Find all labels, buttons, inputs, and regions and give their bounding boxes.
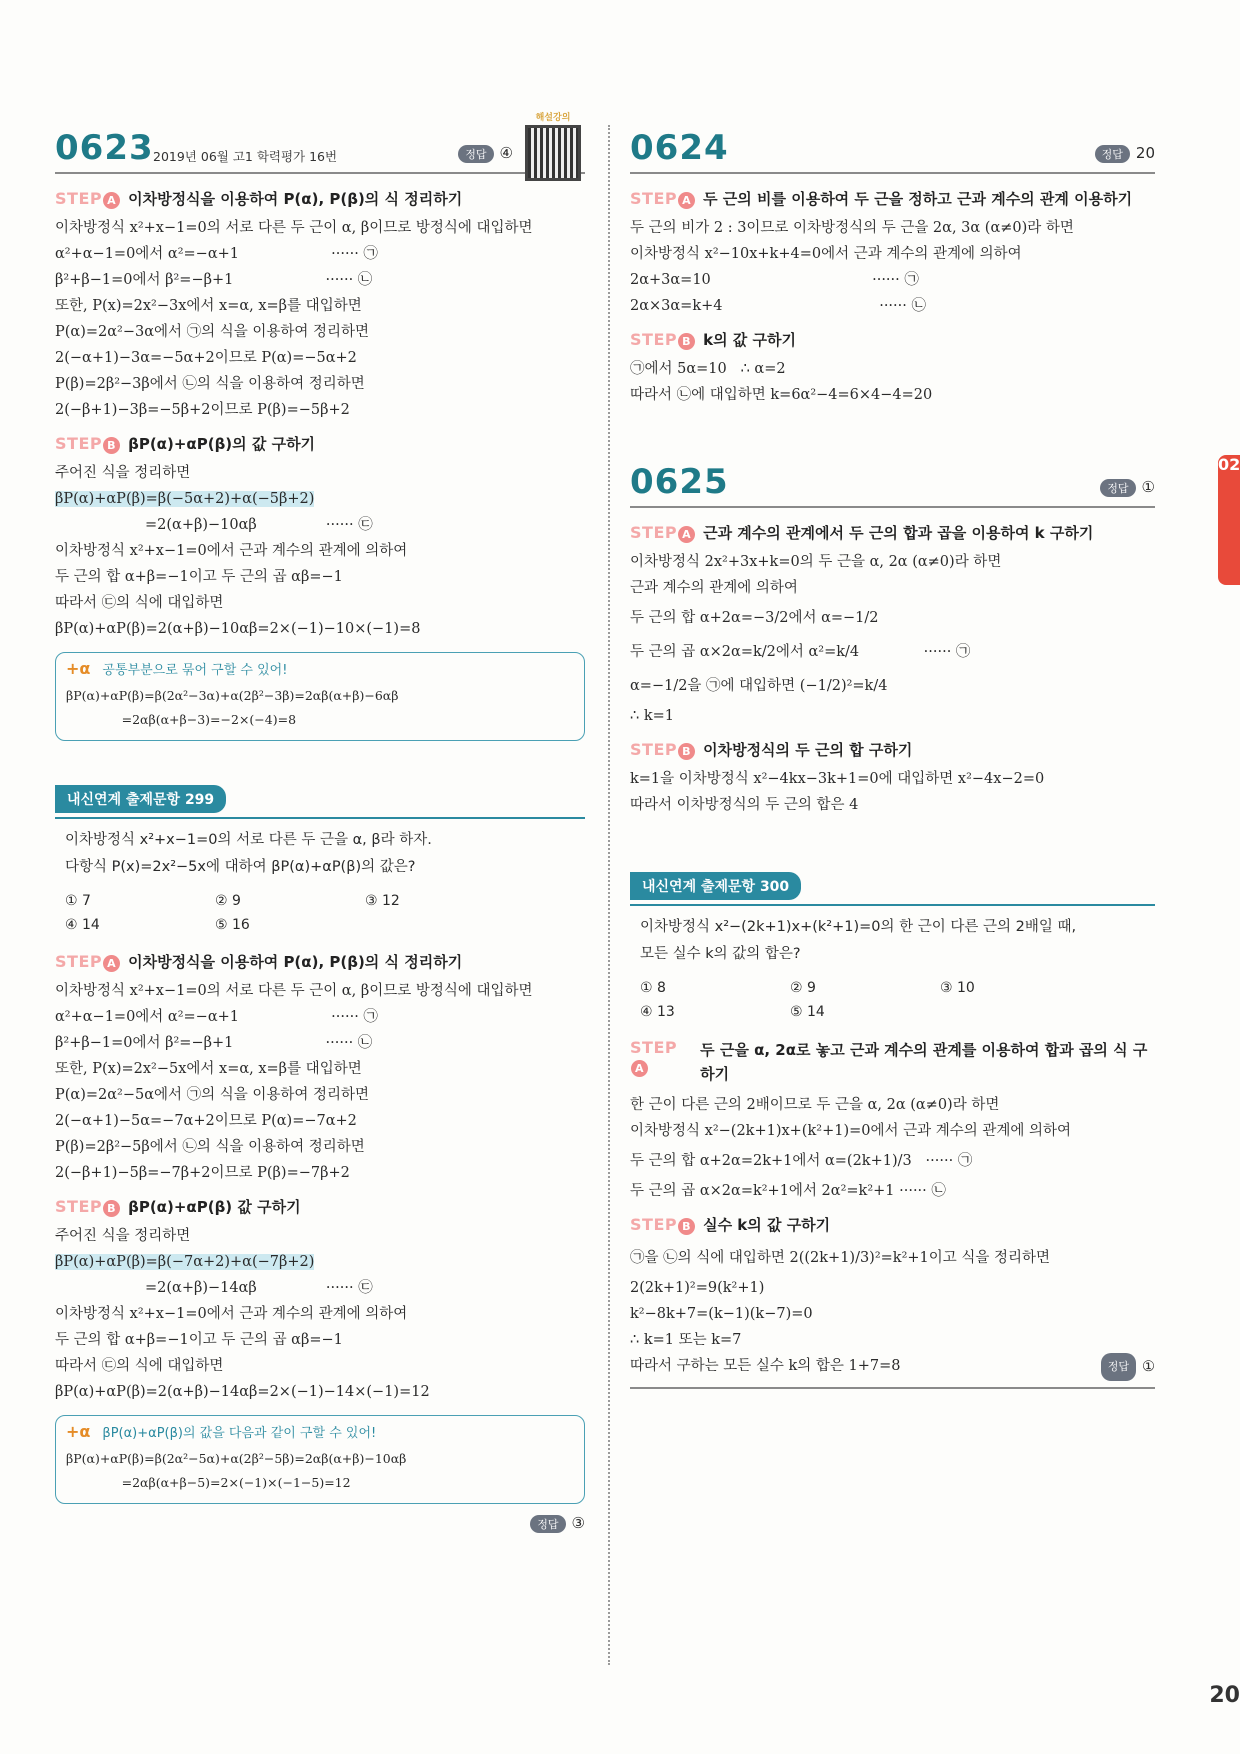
question-line: 이차방정식 x²+x−1=0의 서로 다른 두 근을 α, β라 하자. bbox=[65, 832, 432, 848]
solution-line: 두 근의 합 α+2α=−3/2에서 α=−1/2 bbox=[630, 610, 879, 626]
tip-line: =2αβ(α+β−5)=2×(−1)×(−1−5)=12 bbox=[66, 1475, 351, 1490]
step-title: 두 근을 α, 2α로 놓고 근과 계수의 관계를 이용하여 합과 곱의 식 구하기 bbox=[700, 1041, 1148, 1083]
solution-line: 따라서 구하는 모든 실수 k의 합은 1+7=8 정답 ① bbox=[630, 1353, 1155, 1389]
step-a-heading bbox=[630, 188, 1155, 209]
step-a-heading bbox=[55, 951, 585, 972]
step-a-heading bbox=[630, 1038, 1155, 1086]
highlighted-equation: βP(α)+αP(β)=β(−5α+2)+α(−5β+2) bbox=[55, 491, 315, 507]
column-divider bbox=[608, 125, 610, 1665]
solution-line: β²+β−1=0에서 β²=−β+1 ······ ㉡ bbox=[55, 272, 373, 288]
step-title: βP(α)+αP(β)의 값 구하기 bbox=[128, 435, 316, 453]
solution-line: 두 근의 곱 α×2α=k/2에서 α²=k/4 ······ ㉠ bbox=[630, 644, 971, 660]
solution-line: 이차방정식 x²+x−1=0에서 근과 계수의 관계에 의하여 bbox=[55, 543, 408, 559]
choice[interactable]: ③ 10 bbox=[940, 980, 975, 996]
solution-line: ㉠을 ㉡의 식에 대입하면 2((2k+1)/3)²=k²+1이고 식을 정리하면 bbox=[630, 1250, 1051, 1266]
solution-line: 두 근의 합 α+β=−1이고 두 근의 곱 αβ=−1 bbox=[55, 1332, 343, 1348]
step-title: 두 근의 비를 이용하여 두 근을 정하고 근과 계수의 관계 이용하기 bbox=[703, 190, 1133, 208]
plus-alpha-icon: +α bbox=[66, 659, 91, 678]
step-tag: STEP A bbox=[630, 189, 695, 209]
solution-line: 2α×3α=k+4 ······ ㉡ bbox=[630, 298, 926, 314]
solution-line: P(β)=2β²−5β에서 ㉡의 식을 이용하여 정리하면 bbox=[55, 1139, 365, 1155]
solution-line: ∴ k=1 또는 k=7 bbox=[630, 1332, 742, 1348]
solution-line: α²+α−1=0에서 α²=−α+1 ······ ㉠ bbox=[55, 1009, 378, 1025]
answer-choices bbox=[630, 976, 1155, 1024]
solution-line: 주어진 식을 정리하면 bbox=[55, 465, 191, 481]
question-line: 모든 실수 k의 값의 합은? bbox=[640, 946, 801, 962]
solution-line: α²+α−1=0에서 α²=−α+1 ······ ㉠ bbox=[55, 246, 378, 262]
solution-line: βP(α)+αP(β)=2(α+β)−14αβ=2×(−1)−14×(−1)=12 bbox=[55, 1384, 430, 1400]
tip-title: +α 공통부분으로 묶어 구할 수 있어! bbox=[66, 659, 288, 678]
solution-line: 따라서 ㉢의 식에 대입하면 bbox=[55, 595, 224, 611]
solution-line: 또한, P(x)=2x²−3x에서 x=α, x=β를 대입하면 bbox=[55, 298, 362, 314]
solution-line: 따라서 ㉡에 대입하면 k=6α²−4=6×4−4=20 bbox=[630, 387, 933, 403]
exam-tag: 내신연계 출제문항 299 bbox=[55, 785, 226, 813]
page-number: 20 bbox=[1209, 1683, 1240, 1708]
solution-line: 한 근이 다른 근의 2배이므로 두 근을 α, 2α (α≠0)라 하면 bbox=[630, 1097, 1000, 1113]
step-tag: STEP B bbox=[55, 1197, 120, 1217]
tip-line: =2αβ(α+β−3)=−2×(−4)=8 bbox=[66, 712, 297, 727]
step-a-heading bbox=[55, 188, 585, 209]
tip-box bbox=[55, 652, 585, 741]
step-tag: STEPA bbox=[630, 1038, 678, 1075]
step-tag: STEP A bbox=[630, 523, 695, 543]
step-tag: STEP A bbox=[55, 952, 120, 972]
step-b-solution bbox=[55, 460, 585, 642]
left-column bbox=[55, 110, 585, 1533]
solution-line: 근과 계수의 관계에 의하여 bbox=[630, 580, 798, 596]
exam-299-step-b-solution bbox=[55, 1223, 585, 1405]
problem-number: 0623 bbox=[55, 128, 154, 168]
answer-badge: 정답 20 bbox=[1095, 144, 1155, 163]
solution-line: 두 근의 합 α+β=−1이고 두 근의 곱 αβ=−1 bbox=[55, 569, 343, 585]
highlighted-equation: βP(α)+αP(β)=β(−7α+2)+α(−7β+2) bbox=[55, 1254, 315, 1270]
solution-line: 2α+3α=10 ······ ㉠ bbox=[630, 272, 919, 288]
step-title: 실수 k의 값 구하기 bbox=[703, 1216, 831, 1234]
exam-299-header bbox=[55, 777, 585, 819]
qr-code-icon bbox=[525, 125, 581, 181]
problem-0623-header bbox=[55, 110, 585, 174]
solution-line: 이차방정식 x²+x−1=0의 서로 다른 두 근이 α, β이므로 방정식에 대입하면 bbox=[55, 983, 533, 999]
solution-line: k²−8k+7=(k−1)(k−7)=0 bbox=[630, 1306, 813, 1322]
choice[interactable]: ④ 13 bbox=[640, 1004, 675, 1020]
step-title: 이차방정식을 이용하여 P(α), P(β)의 식 정리하기 bbox=[128, 190, 463, 208]
choice[interactable]: ① 7 bbox=[65, 893, 91, 909]
tip-box bbox=[55, 1415, 585, 1504]
right-column bbox=[630, 110, 1155, 1389]
solution-line: ㉠에서 5α=10 ∴ α=2 bbox=[630, 361, 786, 377]
solution-line: 또한, P(x)=2x²−5x에서 x=α, x=β를 대입하면 bbox=[55, 1061, 362, 1077]
chapter-tab[interactable]: 02 bbox=[1218, 455, 1240, 585]
solution-line: P(α)=2α²−5α에서 ㉠의 식을 이용하여 정리하면 bbox=[55, 1087, 370, 1103]
answer-badge: 정답 ④ bbox=[458, 144, 513, 163]
solution-line: 이차방정식 x²+x−1=0에서 근과 계수의 관계에 의하여 bbox=[55, 1306, 408, 1322]
qr-label: 해설강의 bbox=[535, 113, 571, 123]
choice[interactable]: ④ 14 bbox=[65, 917, 100, 933]
answer-badge: 정답 ① bbox=[1101, 1353, 1155, 1381]
problem-0625-header bbox=[630, 444, 1155, 508]
step-b-heading bbox=[55, 1196, 585, 1217]
exam-tag: 내신연계 출제문항 300 bbox=[630, 872, 801, 900]
choice[interactable]: ③ 12 bbox=[365, 893, 400, 909]
qr-code[interactable] bbox=[521, 110, 585, 190]
step-tag: STEP B bbox=[630, 330, 695, 350]
step-tag: STEP B bbox=[630, 1215, 695, 1235]
choice[interactable]: ① 8 bbox=[640, 980, 666, 996]
step-title: βP(α)+αP(β) 값 구하기 bbox=[128, 1198, 301, 1216]
plus-alpha-icon: +α bbox=[66, 1422, 91, 1441]
answer-choices bbox=[55, 889, 585, 937]
step-a-solution bbox=[55, 215, 585, 423]
solution-line: 이차방정식 x²−(2k+1)x+(k²+1)=0에서 근과 계수의 관계에 의하여 bbox=[630, 1123, 1071, 1139]
step-b-heading bbox=[630, 1214, 1155, 1235]
solution-line: ∴ k=1 bbox=[630, 708, 674, 724]
choice[interactable]: ⑤ 16 bbox=[215, 917, 250, 933]
solution-line: α=−1/2을 ㉠에 대입하면 (−1/2)²=k/4 bbox=[630, 678, 888, 694]
question-line: 다항식 P(x)=2x²−5x에 대하여 βP(α)+αP(β)의 값은? bbox=[65, 859, 416, 875]
problem-source: 2019년 06월 고1 학력평가 16번 bbox=[153, 149, 338, 164]
exam-299-step-a-solution bbox=[55, 978, 585, 1186]
problem-0624-header bbox=[630, 110, 1155, 174]
solution-line: 두 근의 곱 α×2α=k²+1에서 2α²=k²+1 ······ ㉡ bbox=[630, 1183, 946, 1199]
tip-line: βP(α)+αP(β)=β(2α²−3α)+α(2β²−3β)=2αβ(α+β)−6αβ bbox=[66, 688, 399, 703]
step-title: k의 값 구하기 bbox=[703, 331, 796, 349]
step-title: 이차방정식의 두 근의 합 구하기 bbox=[703, 741, 913, 759]
step-tag: STEP A bbox=[55, 189, 120, 209]
solution-line: 따라서 이차방정식의 두 근의 합은 4 bbox=[630, 797, 859, 813]
choice[interactable]: ② 9 bbox=[790, 980, 816, 996]
solution-line: 이차방정식 x²+x−1=0의 서로 다른 두 근이 α, β이므로 방정식에 대입하면 bbox=[55, 220, 533, 236]
solution-line: P(α)=2α²−3α에서 ㉠의 식을 이용하여 정리하면 bbox=[55, 324, 370, 340]
step-title: 근과 계수의 관계에서 두 근의 합과 곱을 이용하여 k 구하기 bbox=[703, 524, 1094, 542]
tip-title: +α βP(α)+αP(β)의 값을 다음과 같이 구할 수 있어! bbox=[66, 1422, 377, 1441]
question-line: 이차방정식 x²−(2k+1)x+(k²+1)=0의 한 근이 다른 근의 2배일 때, bbox=[640, 919, 1077, 935]
step-a-heading bbox=[630, 522, 1155, 543]
step-b-heading bbox=[630, 329, 1155, 350]
solution-line: 이차방정식 2x²+3x+k=0의 두 근을 α, 2α (α≠0)라 하면 bbox=[630, 554, 1002, 570]
step-tag: STEP B bbox=[630, 740, 695, 760]
solution-line: 2(−α+1)−3α=−5α+2이므로 P(α)=−5α+2 bbox=[55, 350, 357, 366]
tip-line: βP(α)+αP(β)=β(2α²−5α)+α(2β²−5β)=2αβ(α+β)−10αβ bbox=[66, 1451, 407, 1466]
problem-number: 0624 bbox=[630, 128, 729, 168]
solution-line: β²+β−1=0에서 β²=−β+1 ······ ㉡ bbox=[55, 1035, 373, 1051]
solution-line: βP(α)+αP(β)=2(α+β)−10αβ=2×(−1)−10×(−1)=8 bbox=[55, 621, 421, 637]
solution-line: 주어진 식을 정리하면 bbox=[55, 1228, 191, 1244]
step-title: 이차방정식을 이용하여 P(α), P(β)의 식 정리하기 bbox=[128, 953, 463, 971]
exam-300-header bbox=[630, 864, 1155, 906]
solution-line: 이차방정식 x²−10x+k+4=0에서 근과 계수의 관계에 의하여 bbox=[630, 246, 1022, 262]
solution-line: 2(−α+1)−5α=−7α+2이므로 P(α)=−7α+2 bbox=[55, 1113, 357, 1129]
solution-line: 두 근의 비가 2 : 3이므로 이차방정식의 두 근을 2α, 3α (α≠0)라 하면 bbox=[630, 220, 1074, 236]
solution-line: k=1을 이차방정식 x²−4kx−3k+1=0에 대입하면 x²−4x−2=0 bbox=[630, 771, 1045, 787]
solution-line: 2(−β+1)−3β=−5β+2이므로 P(β)=−5β+2 bbox=[55, 402, 350, 418]
step-tag: STEP B bbox=[55, 434, 120, 454]
solution-line: P(β)=2β²−3β에서 ㉡의 식을 이용하여 정리하면 bbox=[55, 376, 365, 392]
solution-line: 따라서 ㉢의 식에 대입하면 bbox=[55, 1358, 224, 1374]
solution-line: =2(α+β)−10αβ ······ ㉢ bbox=[145, 517, 373, 533]
choice[interactable]: ② 9 bbox=[215, 893, 241, 909]
solution-line: 2(2k+1)²=9(k²+1) bbox=[630, 1280, 765, 1296]
problem-number: 0625 bbox=[630, 462, 729, 502]
choice[interactable]: ⑤ 14 bbox=[790, 1004, 825, 1020]
solution-line: 2(−β+1)−5β=−7β+2이므로 P(β)=−7β+2 bbox=[55, 1165, 350, 1181]
answer-badge: 정답 ① bbox=[1100, 478, 1155, 497]
solution-line: 두 근의 합 α+2α=2k+1에서 α=(2k+1)/3 ······ ㉠ bbox=[630, 1153, 973, 1169]
step-b-heading bbox=[55, 433, 585, 454]
solution-line: =2(α+β)−14αβ ······ ㉢ bbox=[145, 1280, 373, 1296]
answer-badge: 정답 ③ bbox=[55, 1514, 585, 1533]
step-b-heading bbox=[630, 739, 1155, 760]
